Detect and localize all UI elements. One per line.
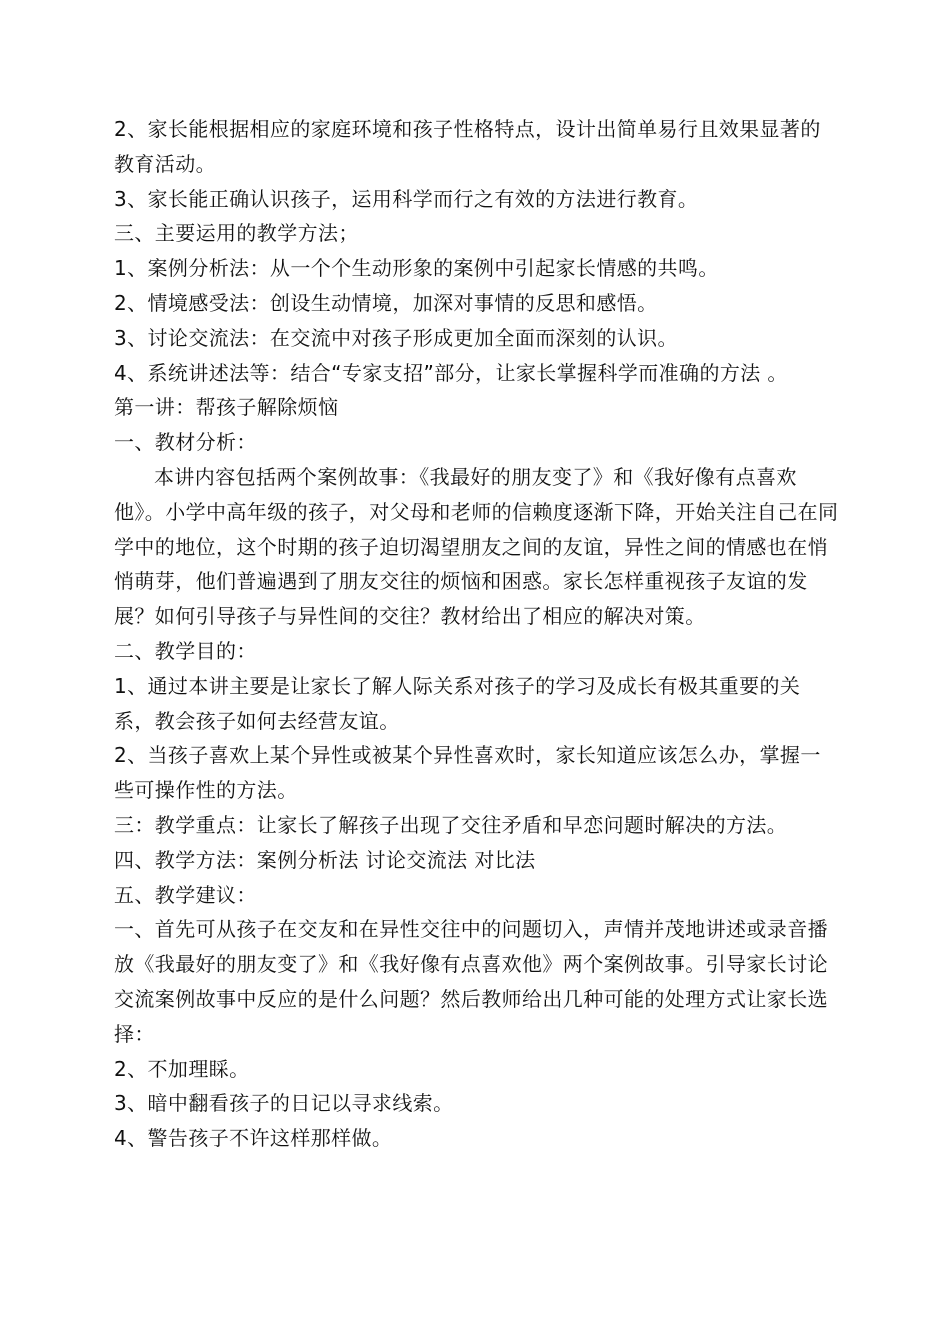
- paragraph: 2、家长能根据相应的家庭环境和孩子性格特点，设计出简单易行且效果显著的教育活动。: [114, 117, 821, 176]
- list-item: 3、暗中翻看孩子的日记以寻求线索。: [114, 1091, 454, 1116]
- paragraph: 2、情境感受法：创设生动情境，加深对事情的反思和感悟。: [114, 290, 658, 315]
- paragraph: 1、通过本讲主要是让家长了解人际关系对孩子的学习及成长有极其重要的关系，教会孩子如何去经营友谊。: [114, 673, 801, 733]
- paragraph: 3、讨论交流法：在交流中对孩子形成更加全面而深刻的认识。: [114, 325, 678, 350]
- paragraph: 2、当孩子喜欢上某个异性或被某个异性喜欢时，家长知道应该怎么办，掌握一些可操作性的方法。: [114, 743, 821, 803]
- section-heading: 二、教学目的：: [114, 638, 257, 663]
- paragraph: 本讲内容包括两个案例故事：《我最好的朋友变了》和《我好像有点喜欢他》。小学中高年级的孩子，对父母和老师的信赖度逐渐下降，开始关注自己在同学中的地位，这个时期的孩子迫切渴望朋友之间的友谊，异性之间的情感也在悄悄萌芽，他们普遍遇到了朋友交往的烦恼和困惑。家长怎样重视孩子友谊的发展？如何引导孩子与异性间的交往？教材给出了相应的解决对策。: [114, 464, 839, 629]
- list-item: 2、不加理睬。: [114, 1056, 250, 1081]
- section-heading: 四、教学方法：案例分析法 讨论交流法 对比法: [114, 847, 536, 872]
- list-item: 4、警告孩子不许这样那样做。: [114, 1126, 393, 1151]
- section-heading: 三、主要运用的教学方法；: [114, 221, 359, 246]
- section-heading: 五、教学建议：: [114, 882, 257, 907]
- paragraph: 一、首先可从孩子在交友和在异性交往中的问题切入，声情并茂地讲述或录音播放《我最好的朋友变了》和《我好像有点喜欢他》两个案例故事。引导家长讨论交流案例故事中反应的是什么问题？然后教师给出几种可能的处理方式让家长选择：: [114, 917, 828, 1046]
- section-heading: 三：教学重点：让家长了解孩子出现了交往矛盾和早恋问题时解决的方法。: [114, 812, 788, 837]
- paragraph: 4、系统讲述法等：结合“专家支招”部分，让家长掌握科学而准确的方法 。: [114, 360, 788, 385]
- lecture-title: 第一讲：帮孩子解除烦恼: [114, 395, 339, 420]
- paragraph: 3、家长能正确认识孩子，运用科学而行之有效的方法进行教育。: [114, 186, 699, 211]
- section-heading: 一、教材分析：: [114, 430, 257, 455]
- paragraph: 1、案例分析法：从一个个生动形象的案例中引起家长情感的共鸣。: [114, 256, 719, 281]
- document-body: [114, 112, 840, 1156]
